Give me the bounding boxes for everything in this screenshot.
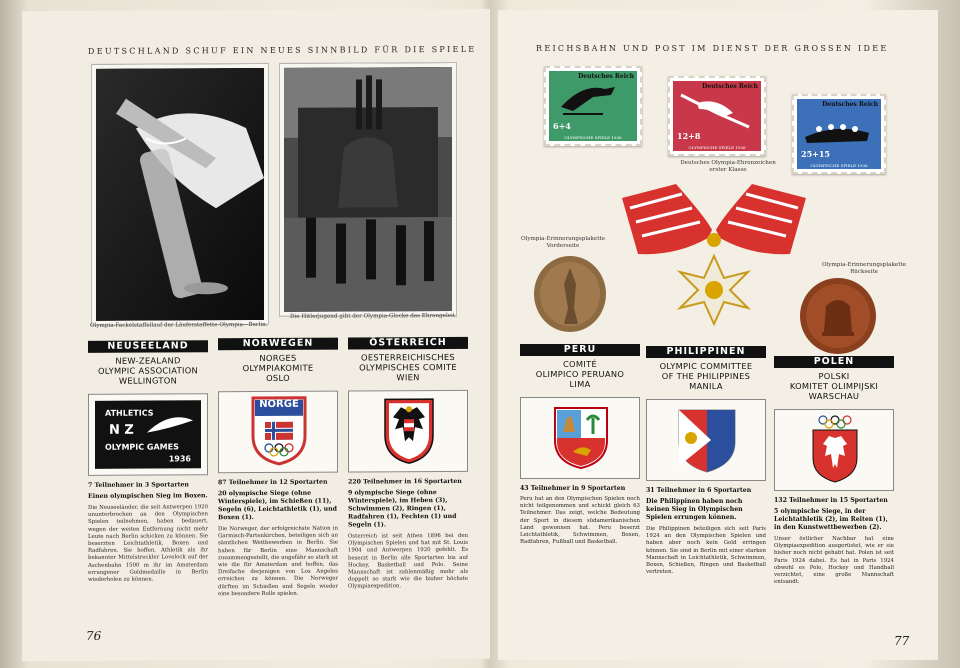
photo-olympic-bell [280,63,456,316]
stamp-face [797,99,881,169]
committee-line: OLYMPIC ASSOCIATION [97,365,199,376]
country-name: NEUSEELAND [88,340,208,353]
country-column-peru [520,344,640,626]
medal-caption-right [814,262,914,276]
emblem-peru [520,397,640,479]
stamp-value: 12+8 [677,131,701,141]
caption-line: Olympia-Erinnerungsplakette [520,236,606,242]
stamp-footer: OLYMPISCHE SPIELE 1936 [810,163,868,168]
olympic-honour-badge-icon [616,178,812,338]
committee-line: WARSCHAU [808,391,860,401]
emblem-text: OLYMPIC GAMES [105,442,179,452]
stamp-bobsleigh [792,94,886,174]
stamp-footer: OLYMPISCHE SPIELE 1936 [564,135,622,140]
victories-headline: Die Philippinen haben noch keinen Sieg in Olympischen Spielen errungen können. [646,498,743,521]
committee-line: WELLINGTON [118,375,178,386]
committee-name [646,361,766,393]
committee-line: OESTERREICHISCHES [361,351,455,363]
stamp-country-label: Deutsches Reich [702,83,758,90]
country-name: ÖSTERREICH [348,337,468,350]
photo-caption-1: Olympia-Fackelstaffellauf der Läuferstaffette Olympia—Berlin. [90,321,268,329]
stamp-footer: OLYMPISCHE SPIELE 1936 [688,145,746,150]
country-column-polen [774,356,894,666]
emblem-text: ATHLETICS [105,408,154,418]
committee-line: MANILA [689,381,723,391]
country-name: PERU [520,344,640,356]
emblem-austria [348,390,468,473]
committee-line: OLYMPIC COMMITTEE [659,361,753,371]
committee-line: OLYMPIAKOMITE [242,362,314,374]
philippines-shield-icon [675,406,739,474]
country-name: NORWEGEN [218,338,338,351]
committee-line: OLIMPICO PERUANO [535,369,625,379]
commemorative-plaque-back-icon [798,276,878,356]
caption-line: Rückseite [850,269,878,275]
right-page [498,10,938,660]
running-head-right: REICHSBAHN UND POST IM DIENST DER GROSSEN IDEE [536,44,889,53]
stamp-speed-skater [544,66,642,146]
caption-line: Deutsches Olympia-Ehrenzeichen [680,160,776,166]
committee-name [520,359,640,391]
victories-headline: Einen olympischen Sieg im Boxen. [88,492,208,500]
stamp-value: 6+4 [553,121,571,131]
committee-name [218,353,338,386]
article-text: Österreich ist seit Athen 1896 bei den Olympischen Spielen und hat mit St. Louis 1904 und Antwerpen 1920 gefehlt. Es beserzt in Berlin alle Sportarten bis auf Hockey, Basketball und Polo. Seine Mannschaft ist zahlenmäßig mehr als doppelt so stark wie die bisher höchste Olympiaexpedition. [348,532,468,590]
caption-line: Vorderseite [546,243,580,249]
victories-headline: 20 olympische Siege (ohne Winterspiele), im Schießen (11), Segeln (6), Leichtathletik (1), und Boxen (1). [218,489,337,522]
page-number-right: 77 [894,634,910,648]
stamp-ski-jumper [668,76,766,156]
victories-headline: 9 olympische Siege (ohne Winterspiele), im Heben (3), Schwimmen (2), Ringen (1), Radfahren (1), Fechten (1) und Segeln (1). [348,489,457,529]
participants-stat: 87 Teilnehmer in 12 Sportarten [218,478,328,487]
emblem-norway [218,391,338,474]
nz-emblem-panel [95,400,201,469]
austria-eagle-shield-icon [383,397,435,465]
article-text: Die Neuseeländer, die seit Antwerpen 1920 ununterbrochen an den Olympischen Spielen teilnehmen, haben bedauert, wegen der weiten Entfernung nicht mehr Leute nach Berlin schicken zu können. Sie beserzten Leichtathletik, Boxen und Radfahren. Sie hoffen, Athletik als ihr bekannter Mittelstreckler Lovelock auf der Aschenbahn 1500 m ihr im Amsterdam errungener Goldmedaille in Berlin wiederholen zu können. [88,504,208,583]
emblem-text: N Z [109,422,134,438]
participants-stat: 132 Teilnehmer in 15 Sportarten [774,497,888,504]
participants-stat: 31 Teilnehmer in 6 Sportarten [646,487,752,494]
committee-line: NORGES [259,352,297,363]
fern-leaf-icon [145,414,195,436]
poland-eagle-shield-icon [809,414,861,484]
emblem-text: 1936 [168,454,191,464]
committee-line: OSLO [266,372,290,383]
committee-name [348,352,468,385]
skater-figure-icon [553,79,623,119]
ski-jumper-icon [677,89,753,131]
peru-coat-of-arms-icon [551,404,611,470]
emblem-nz [88,393,208,476]
caption-line: Olympia-Erinnerungsplakette [821,262,907,268]
emblem-poland [774,409,894,491]
article-text: Unser östlicher Nachbar hat eine Olympiaexpedition ausgerüstet, wie er sie bisher noch nicht gehabt hat. Polen ist seit Paris 1924 dabei. Es hat in Paris 1924 obwohl es Polo, Hockey und Handball verzichtet, eine große Mannschaft entsandt. [774,536,894,586]
participants-stat: 43 Teilnehmer in 9 Sportarten [520,485,626,492]
photo-caption-2: Die Hitlerjugend gibt der Olympia-Glocke das Ehrengeleit. [290,312,457,320]
country-column-norwegen [218,338,338,657]
article-text: Die Norweger, der erfolgreichste Nation in Garmisch-Partenkirchen, beteiligen sich an sämtlichen Wettbewerben in Berlin. Sie haben für Berlin eine Mannschaft zusammengestellt, die ungefähr so stark ist wie die für Amsterdam und hoffen, das Dreifache derjenigen von Los Angeles erreichen zu können. Die Norweger dürften im Schießen und Segeln wieder eine besondere Rolle spielen. [218,525,338,598]
participants-stat: 220 Teilnehmer in 16 Sportarten [348,477,462,486]
commemorative-plaque-front-icon [532,254,608,334]
committee-line: NEW-ZEALAND [115,355,181,366]
country-column-neuseeland [88,340,208,635]
country-column-philippinen [646,346,766,656]
medal-caption-left [518,236,608,250]
medal-caption-top [668,160,788,174]
committee-line: POLSKI [818,371,850,381]
emblem-philippines [646,399,766,481]
bobsleigh-icon [801,117,873,147]
stamp-face [549,71,637,141]
country-name: PHILIPPINEN [646,346,766,358]
committee-line: WIEN [396,372,420,383]
stamp-value: 25+15 [801,149,830,159]
committee-line: COMITÉ [562,359,598,369]
country-column-oesterreich [348,337,468,664]
stamp-face [673,81,761,151]
article-text: Peru hat an den Olympischen Spielen noch nicht teilgenommen und schickt gleich 63 Teilnehmer. Das zeigt, welche Bedeutung der Sport in diesem südamerikanischen Land gewonnen hat. Peru beserzt Leichtathletik, Schwimmen, Boxen, Radfahren, Fußball und Basketball. [520,496,640,546]
committee-line: KOMITET OLIMPIJSKI [789,381,879,391]
committee-name [88,355,208,388]
norge-label: NORGE [259,398,299,410]
page-number-left: 76 [86,628,102,643]
committee-line: OF THE PHILIPPINES [661,371,751,381]
victories-headline: 5 olympische Siege, in der Leichtathletik (2), im Reiten (1), in den Kunstwettbewerben (2). [774,508,888,531]
photo-torch-relay [92,64,268,325]
stamp-country-label: Deutsches Reich [578,73,634,80]
country-name: POLEN [774,356,894,368]
committee-line: LIMA [569,379,591,389]
running-head-left: DEUTSCHLAND SCHUF EIN NEUES SINNBILD FÜR DIE SPIELE [88,44,477,56]
left-page [22,9,490,661]
caption-line: erster Klasse [709,167,747,173]
committee-name [774,371,894,403]
committee-line: OLYMPISCHES COMITE [359,361,457,373]
stamp-country-label: Deutsches Reich [822,101,878,108]
article-text: Die Philippinen beteiligen sich seit Paris 1924 an den Olympischen Spielen und haben aber noch kein Gold erringen können. Sie sind in Berlin mit einer starken Mannschaft in Leichtathletik, Schwimmen, Boxen, Schießen, Ringen und Basketball vertreten. [646,526,766,576]
participants-stat: 7 Teilnehmer in 3 Sportarten [88,481,189,489]
